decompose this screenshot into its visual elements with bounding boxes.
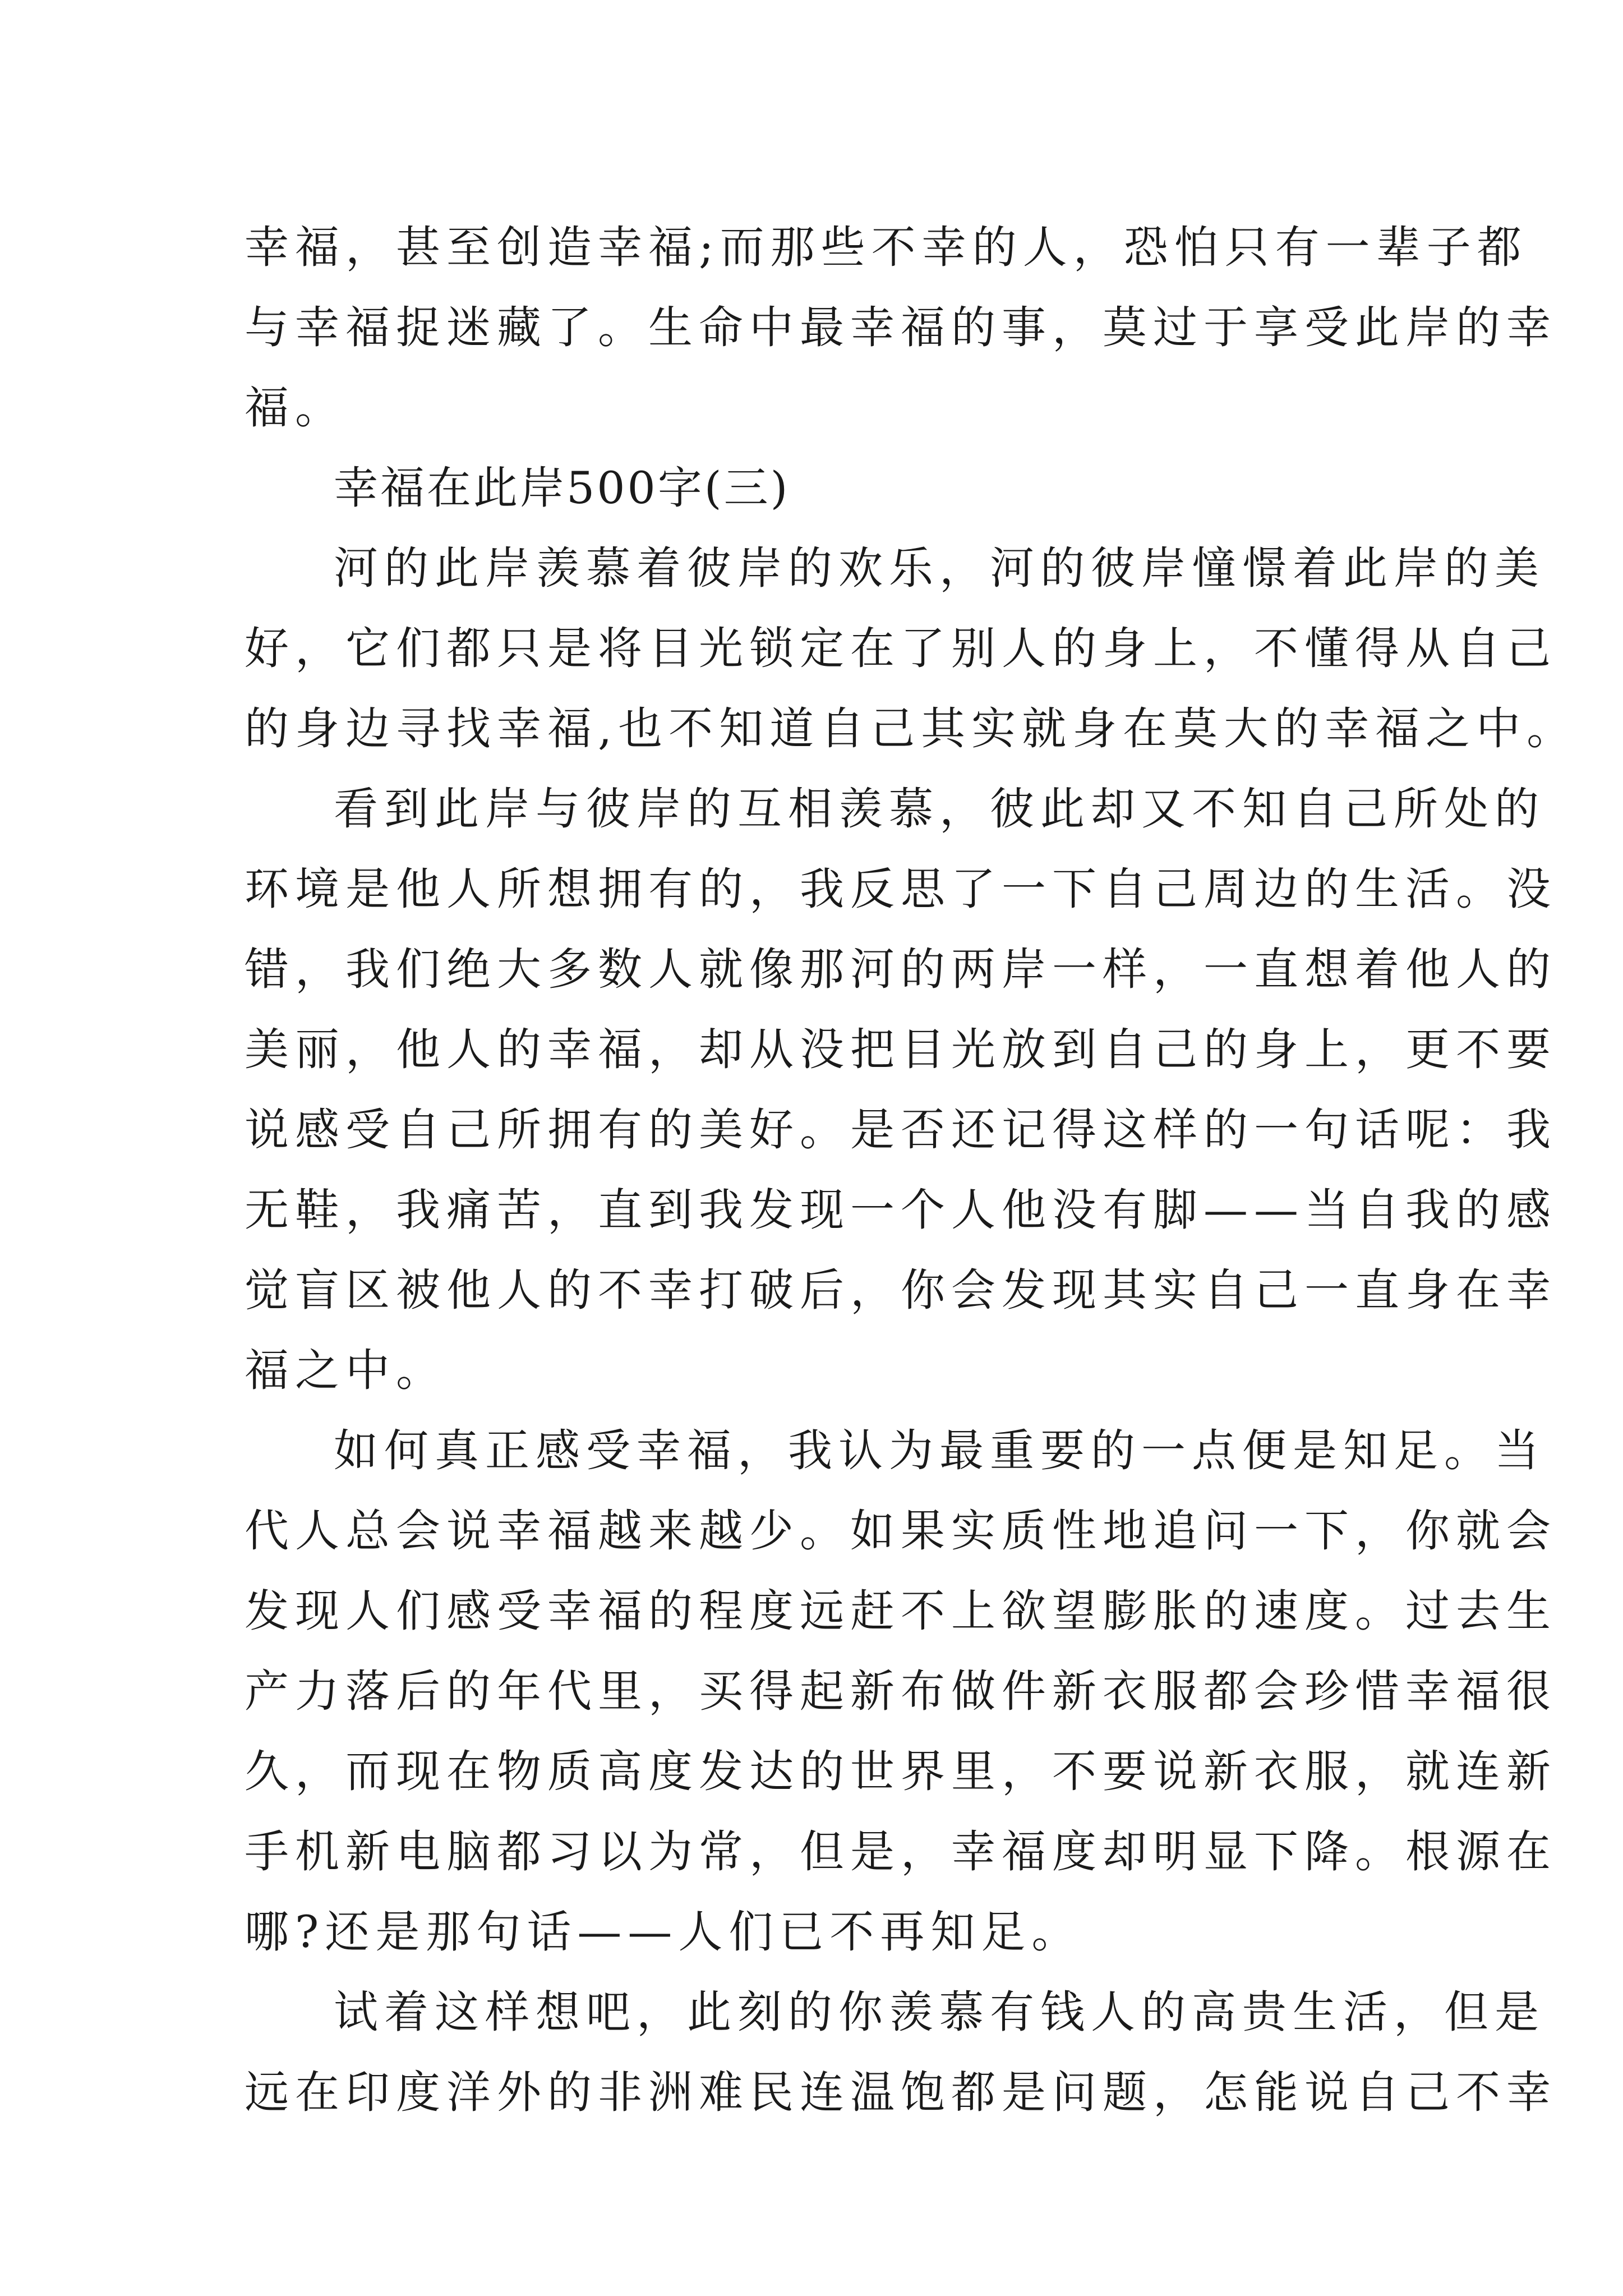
- text-line: 福之中。: [245, 1345, 446, 1396]
- text-line: 好，它们都只是将目光锁定在了别人的身上，不懂得从自己: [245, 623, 1557, 674]
- text-line: 与幸福捉迷藏了。生命中最幸福的事，莫过于享受此岸的幸: [245, 302, 1557, 353]
- text-line: 错，我们绝大多数人就像那河的两岸一样，一直想着他人的: [245, 944, 1557, 995]
- paragraph-first-line: 河的此岸羡慕着彼岸的欢乐，河的彼岸憧憬着此岸的美: [334, 542, 1545, 594]
- text-line: 无鞋，我痛苦，直到我发现一个人他没有脚——当自我的感: [245, 1184, 1557, 1236]
- document-body: [245, 208, 1578, 2133]
- text-line: 美丽，他人的幸福，却从没把目光放到自己的身上，更不要: [245, 1024, 1557, 1075]
- text-line: 代人总会说幸福越来越少。如果实质性地追问一下，你就会: [245, 1505, 1557, 1557]
- paragraph-first-line: 试着这样想吧，此刻的你羡慕有钱人的高贵生活，但是: [334, 1986, 1545, 2038]
- text-line: 远在印度洋外的非洲难民连温饱都是问题，怎能说自己不幸: [245, 2067, 1557, 2118]
- text-line: 福。: [245, 382, 345, 434]
- text-line: 手机新电脑都习以为常，但是，幸福度却明显下降。根源在: [245, 1826, 1557, 1878]
- text-line: 久，而现在物质高度发达的世界里，不要说新衣服，就连新: [245, 1746, 1557, 1797]
- paragraph-first-line: 如何真正感受幸福，我认为最重要的一点便是知足。当: [334, 1425, 1545, 1476]
- section-heading: 幸福在此岸500字(三): [334, 462, 790, 514]
- text-line: 觉盲区被他人的不幸打破后，你会发现其实自己一直身在幸: [245, 1264, 1557, 1316]
- text-line: 的身边寻找幸福,也不知道自己其实就身在莫大的幸福之中。: [245, 703, 1578, 754]
- text-line: 幸福，甚至创造幸福;而那些不幸的人，恐怕只有一辈子都: [245, 222, 1528, 273]
- text-line: 产力落后的年代里，买得起新布做件新衣服都会珍惜幸福很: [245, 1665, 1557, 1717]
- text-line: 哪?还是那句话——人们已不再知足。: [245, 1906, 1082, 1958]
- paragraph-first-line: 看到此岸与彼岸的互相羡慕，彼此却又不知自己所处的: [334, 783, 1545, 835]
- text-line: 环境是他人所想拥有的，我反思了一下自己周边的生活。没: [245, 863, 1557, 915]
- text-line: 说感受自己所拥有的美好。是否还记得这样的一句话呢：我: [245, 1104, 1557, 1156]
- text-line: 发现人们感受幸福的程度远赶不上欲望膨胀的速度。过去生: [245, 1585, 1557, 1637]
